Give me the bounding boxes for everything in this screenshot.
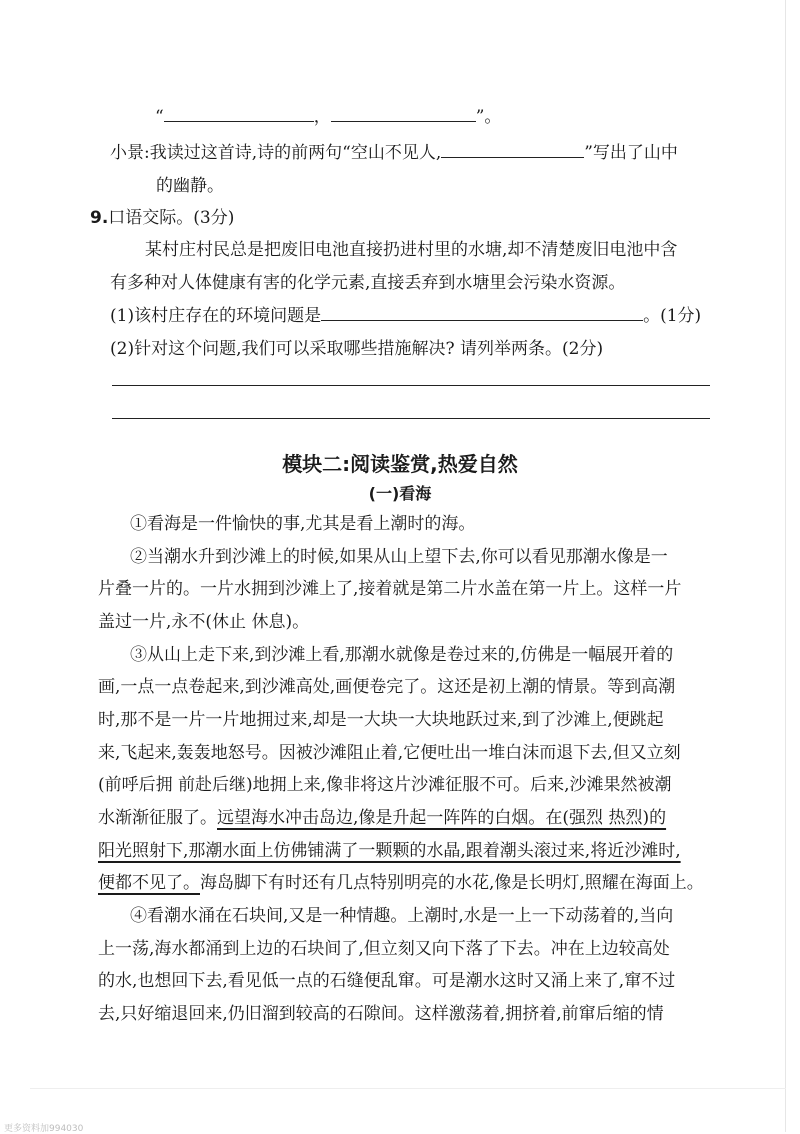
passage-p3-line-1 (0, 642, 800, 668)
q9-sub1-text: (1)该村庄存在的环境问题是 (110, 306, 322, 326)
passage-p1 (0, 511, 800, 537)
passage-p3-line-8 (0, 870, 800, 896)
q9-sub2 (0, 336, 800, 362)
passage-p3-line-4 (0, 740, 800, 766)
open-quote: “ (155, 107, 164, 127)
close-quote: ”。 (475, 107, 502, 127)
passage-p2-text-1: ②当潮水升到沙滩上的时候,如果从山上望下去,你可以看见那潮水像是一 (130, 547, 668, 567)
passage-p4-text-1: ④看潮水涌在石块间,又是一种情趣。上潮时,水是一上一下动荡着的,当向 (130, 906, 674, 926)
q9-sub1 (0, 302, 800, 329)
passage-p2-line-3 (0, 609, 800, 635)
passage-p3-text-6a: 水渐渐征服了。 (98, 808, 217, 828)
underlined-sentence-2: 阳光照射下,那潮水面上仿佛铺满了一颗颗的水晶,跟着潮头滚过来,将近沙滩时, (98, 841, 681, 861)
watermark: 更多资料加994030 (4, 1124, 84, 1134)
passage-p3-text-2: 画,一点一点卷起来,到沙滩高处,画便卷完了。这还是初上潮的情景。等到高潮 (98, 677, 676, 697)
q9-para-text-1: 某村庄村民总是把废旧电池直接扔进村里的水塘,却不清楚废旧电池中含 (145, 240, 678, 260)
xiaojing-line (0, 139, 800, 166)
passage-p1-text: ①看海是一件愉快的事,尤其是看上潮时的海。 (130, 514, 476, 534)
passage-p3-text-4: 来,飞起来,轰轰地怒号。因被沙滩阻止着,它便吐出一堆白沫而退下去,但又立刻 (98, 743, 681, 763)
passage-p3-line-7 (0, 838, 800, 864)
passage-p3-text-5: (前呼后拥 前赴后继)地拥上来,像非将这片沙滩征服不可。后来,沙滩果然被潮 (98, 775, 672, 795)
passage-p2-line-2 (0, 576, 800, 602)
passage-p3-line-6 (0, 805, 800, 831)
passage-p3-line-5 (0, 772, 800, 798)
q9-title-text: 口语交际。(3分) (108, 208, 235, 228)
q9-para-line-2 (0, 270, 800, 296)
passage-p2-line-1 (0, 544, 800, 570)
blank-1[interactable] (164, 103, 314, 122)
q9-number: 9. (90, 208, 109, 228)
passage-p2-text-3: 盖过一片,永不(休止 休息)。 (98, 612, 310, 632)
module-title: 模块二:阅读鉴赏,热爱自然 (282, 452, 518, 476)
q9-para-line-1 (0, 237, 800, 263)
q9-title (0, 205, 800, 231)
blank-3[interactable] (441, 139, 584, 158)
passage-p2-text-2: 片叠一片的。一片水拥到沙滩上了,接着就是第二片水盖在第一片上。这样一片 (98, 579, 682, 599)
xiaojing-text-c: 的幽静。 (156, 176, 224, 196)
comma: ， (313, 107, 331, 127)
passage-p4-line-1 (0, 903, 800, 929)
passage-p4-line-2 (0, 936, 800, 962)
passage-p3-line-3 (0, 707, 800, 733)
xiaojing-text-b: ”写出了山中 (584, 143, 678, 163)
passage-p3-text-8b: 海岛脚下有时还有几点特别明亮的水花,像是长明灯,照耀在海面上。 (200, 873, 704, 893)
passage-p4-text-2: 上一荡,海水都涌到上边的石块间了,但立刻又向下落了下去。冲在上边较高处 (98, 939, 670, 959)
passage-p3-line-2 (0, 674, 800, 700)
passage-p3-text-1: ③从山上走下来,到沙滩上看,那潮水就像是卷过来的,仿佛是一幅展开着的 (130, 645, 674, 665)
passage-p4-text-3: 的水,也想回下去,看见低一点的石缝便乱窜。可是潮水这时又涌上来了,窜不过 (98, 971, 676, 991)
xiaojing-text-a: 小景:我读过这首诗,诗的前两句“空山不见人, (110, 143, 442, 163)
quote-fill-line (0, 103, 800, 130)
q9-para-text-2: 有多种对人体健康有害的化学元素,直接丢弃到水塘里会污染水资源。 (110, 273, 626, 293)
q9-sub2-text: (2)针对这个问题,我们可以采取哪些措施解决? 请列举两条。(2分) (110, 339, 604, 359)
blank-2[interactable] (331, 103, 476, 122)
q9-sub1-points: 。(1分) (643, 306, 702, 326)
underlined-sentence-1: 远望海水冲击岛边,像是升起一阵阵的白烟。在(强烈 热烈)的 (217, 808, 667, 828)
page-bottom-edge (30, 1088, 786, 1089)
q9-sub1-blank[interactable] (321, 302, 643, 321)
passage-title: (一)看海 (368, 484, 432, 503)
answer-line-1[interactable] (112, 385, 710, 386)
passage-p4-line-4 (0, 1001, 800, 1027)
passage-p4-line-3 (0, 968, 800, 994)
passage-p3-text-3: 时,那不是一片一片地拥过来,却是一大块一大块地跃过来,到了沙滩上,便跳起 (98, 710, 664, 730)
xiaojing-line-2 (0, 173, 800, 199)
passage-p4-text-4: 去,只好缩退回来,仍旧溜到较高的石隙间。这样激荡着,拥挤着,前窜后缩的情 (98, 1004, 664, 1024)
underlined-sentence-3: 便都不见了。 (98, 873, 200, 893)
answer-line-2[interactable] (112, 418, 710, 419)
